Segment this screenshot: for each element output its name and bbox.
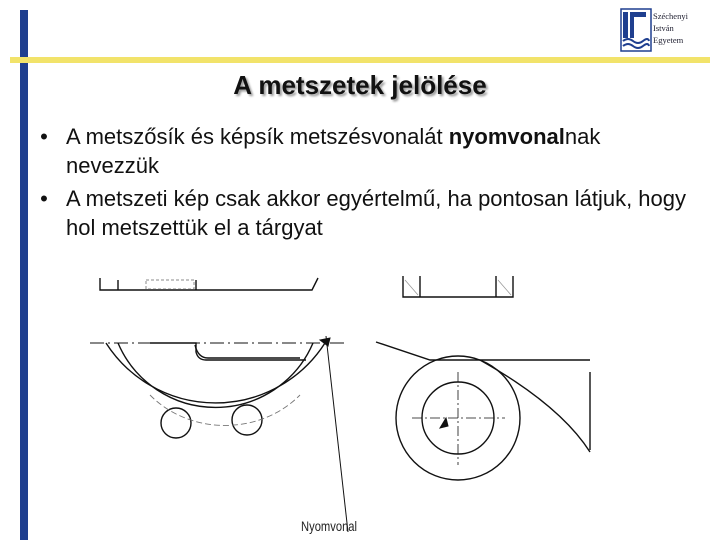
bullet-text: nak nevezzük	[66, 124, 601, 178]
bullet-list	[34, 122, 694, 246]
top-right-section	[403, 276, 513, 297]
bullet-dot-icon: •	[40, 186, 48, 211]
cutting-plane-marker	[320, 336, 448, 532]
logo-line: Egyetem	[653, 35, 684, 45]
top-left-section	[100, 278, 318, 290]
university-logo-icon	[620, 8, 652, 52]
bullet-text: A metszősík és képsík metszésvonalát	[66, 124, 449, 149]
bullet-item	[34, 184, 694, 242]
bullet-item	[34, 122, 694, 180]
left-view	[90, 343, 345, 438]
technical-drawing	[0, 270, 720, 540]
title-divider	[10, 57, 710, 63]
university-logo	[620, 8, 710, 52]
right-view	[376, 342, 590, 480]
slide-title: A metszetek jelölése	[233, 70, 487, 100]
bullet-text: A metszeti kép csak akkor egyértelmű, ha pontosan látjuk, hogy hol metszettük el a tárgyat	[66, 186, 686, 240]
logo-line: István	[653, 23, 674, 33]
bullet-bold-term: nyomvonal	[448, 124, 565, 149]
logo-line: Széchenyi	[653, 11, 688, 21]
logo-text	[653, 10, 688, 46]
trace-line-label: Nyomvonal	[301, 518, 358, 534]
bullet-dot-icon: •	[40, 124, 48, 149]
